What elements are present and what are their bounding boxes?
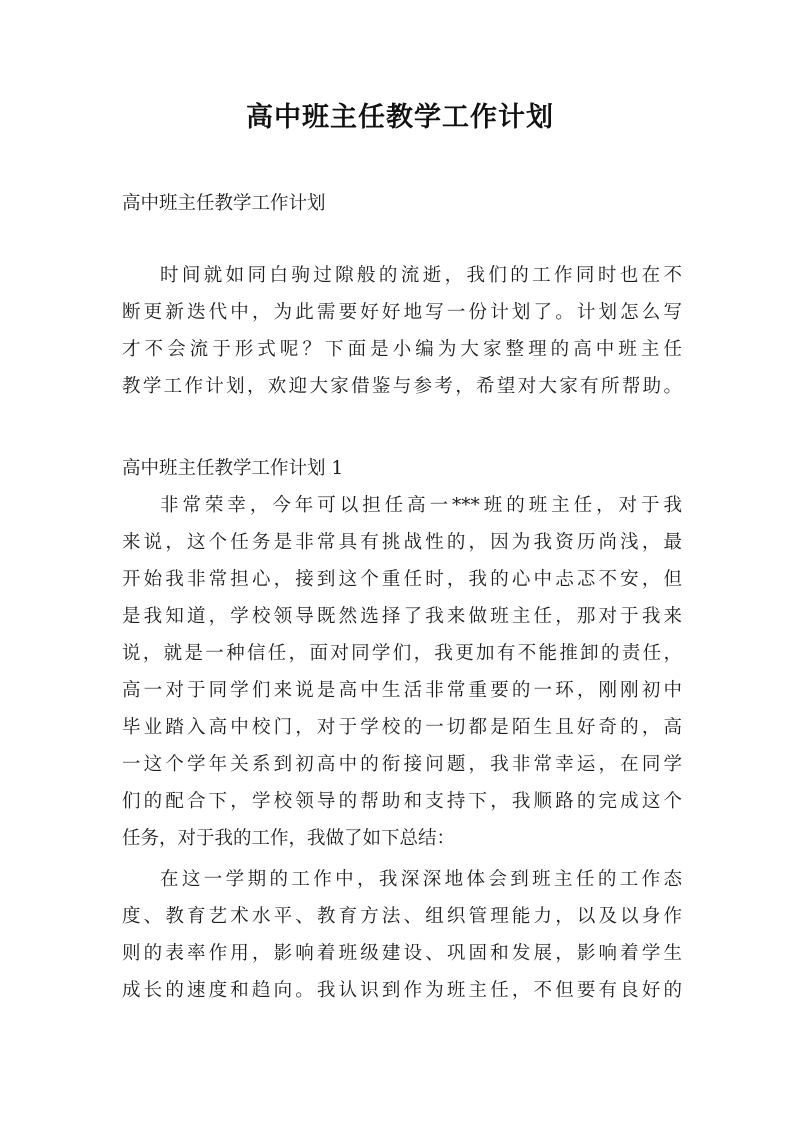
para1-line-8: 一这个学年关系到初高中的衔接问题，我非常幸运，在同学 bbox=[122, 754, 682, 775]
para2-line-2: 度、教育艺术水平、教育方法、组织管理能力，以及以身作 bbox=[122, 906, 682, 927]
intro-line-3: 才不会流于形式呢？下面是小编为大家整理的高中班主任 bbox=[122, 339, 682, 360]
para2-line-4: 成长的速度和趋向。我认识到作为班主任，不但要有良好的 bbox=[122, 980, 682, 1001]
intro-line-4: 教学工作计划，欢迎大家借鉴与参考，希望对大家有所帮助。 bbox=[122, 376, 682, 397]
para1-line-7: 毕业踏入高中校门，对于学校的一切都是陌生且好奇的，高 bbox=[122, 717, 682, 738]
para1-line-6: 高一对于同学们来说是高中生活非常重要的一环，刚刚初中 bbox=[122, 680, 682, 701]
para1-line-2: 来说，这个任务是非常具有挑战性的，因为我资历尚浅，最 bbox=[122, 532, 682, 553]
para1-line-3: 开始我非常担心，接到这个重任时，我的心中忐忑不安，但 bbox=[122, 569, 682, 590]
para1-line-1: 非常荣幸，今年可以担任高一***班的班主任，对于我 bbox=[160, 495, 682, 516]
document-subtitle: 高中班主任教学工作计划 bbox=[122, 193, 326, 214]
para1-line-4: 是我知道，学校领导既然选择了我来做班主任，那对于我来 bbox=[122, 606, 682, 627]
document-title: 高中班主任教学工作计划 bbox=[246, 102, 554, 133]
section-heading: 高中班主任教学工作计划 1 bbox=[122, 458, 344, 479]
para1-line-10: 任务，对于我的工作，我做了如下总结： bbox=[122, 828, 456, 849]
para1-line-5: 说，就是一种信任，面对同学们，我更加有不能推卸的责任， bbox=[122, 643, 682, 664]
para1-line-9: 们的配合下，学校领导的帮助和支持下，我顺路的完成这个 bbox=[122, 791, 682, 812]
para2-line-1: 在这一学期的工作中，我深深地体会到班主任的工作态 bbox=[160, 869, 682, 890]
intro-line-2: 断更新迭代中，为此需要好好地写一份计划了。计划怎么写 bbox=[122, 302, 682, 323]
intro-line-1: 时间就如同白驹过隙般的流逝，我们的工作同时也在不 bbox=[160, 265, 682, 286]
para2-line-3: 则的表率作用，影响着班级建设、巩固和发展，影响着学生 bbox=[122, 943, 682, 964]
